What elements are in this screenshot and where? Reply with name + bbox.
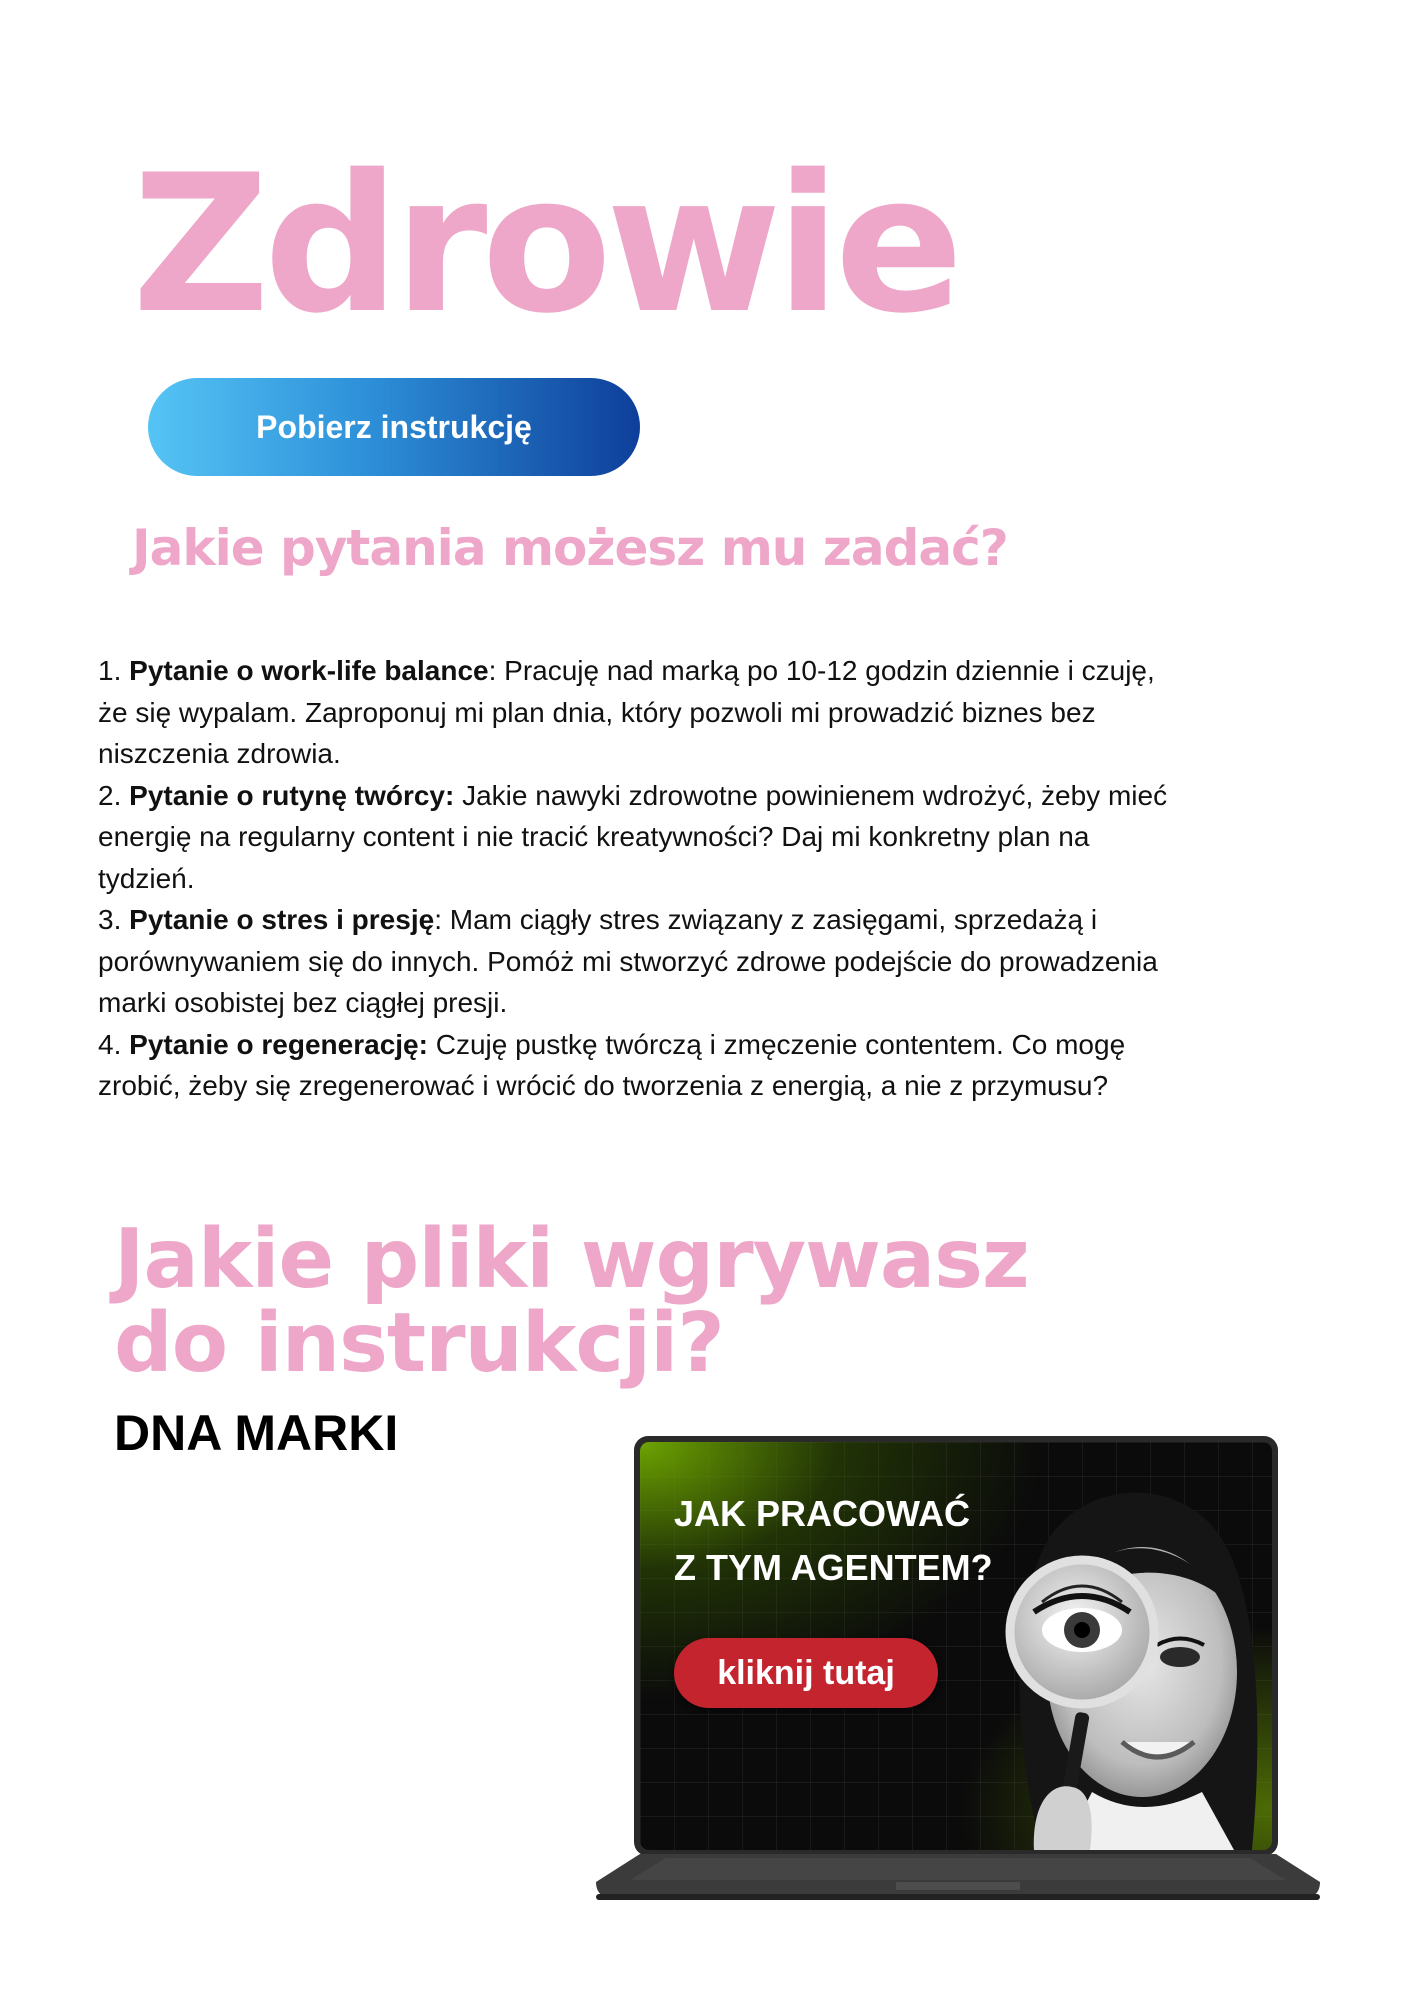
promo-headline-line-1: JAK PRACOWAĆ: [674, 1493, 971, 1534]
woman-with-magnifier-image: [972, 1442, 1272, 1850]
page-title: Zdrowie: [132, 134, 958, 355]
download-instructions-button[interactable]: Pobierz instrukcję: [148, 378, 640, 476]
brand-dna-label: DNA MARKI: [114, 1405, 399, 1461]
questions-list: [98, 650, 1188, 1107]
question-item: [98, 775, 1188, 900]
question-separator: :: [434, 904, 442, 935]
questions-heading: Jakie pytania możesz mu zadać?: [132, 519, 1008, 577]
question-number: 1.: [98, 655, 122, 686]
question-label: Pytanie o work-life balance: [129, 655, 489, 686]
question-item: [98, 650, 1188, 775]
question-text: Jakie nawyki zdrowotne powinienem wdrożyć, żeby mieć energię na regularny content i nie tracić kreatywności? Daj mi konkretny plan na tydzień.: [98, 779, 1168, 894]
promo-banner[interactable]: [640, 1442, 1272, 1850]
question-label: Pytanie o rutynę twórcy:: [129, 779, 455, 811]
question-item: [98, 1024, 1188, 1107]
files-heading: Jakie pliki wgrywasz do instrukcji?: [114, 1212, 1029, 1391]
question-number: 2.: [98, 779, 122, 811]
question-number: 4.: [98, 1028, 122, 1060]
question-text: Czuję pustkę twórczą i zmęczenie contentem. Co mogę zrobić, żeby się zregenerować i wrócić do tworzenia z energią, a nie z przymusu?: [98, 1028, 1126, 1101]
question-separator: :: [488, 655, 497, 686]
question-text: Mam ciągły stres związany z zasięgami, sprzedażą i porównywaniem się do innych. Pomóż mi stworzyć zdrowe podejście do prowadzenia marki osobistej bez ciągłej presji.: [98, 904, 1158, 1018]
promo-headline-line-2: Z TYM AGENTEM?: [674, 1547, 993, 1588]
question-item: [98, 899, 1188, 1024]
question-label: Pytanie o regenerację:: [129, 1028, 428, 1060]
click-here-button[interactable]: kliknij tutaj: [674, 1638, 938, 1708]
question-label: Pytanie o stres i presję: [129, 904, 435, 935]
laptop-screen-frame: [634, 1436, 1278, 1856]
question-text: Pracuję nad marką po 10-12 godzin dziennie i czuję, że się wypalam. Zaproponuj mi plan dnia, który pozwoli mi prowadzić biznes bez niszczenia zdrowia.: [98, 655, 1155, 769]
question-number: 3.: [98, 904, 122, 935]
laptop-keyboard-base: [596, 1854, 1320, 1902]
laptop-mockup: [596, 1436, 1320, 1914]
